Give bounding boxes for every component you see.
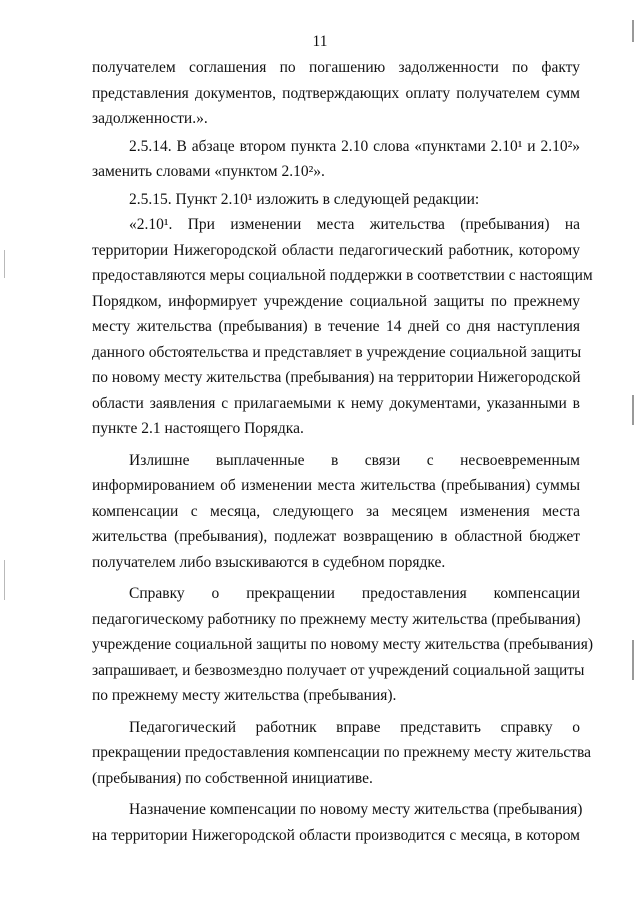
- text-line: заменить словами «пунктом 2.10²».: [92, 163, 325, 180]
- paragraph-2-10-1: [92, 212, 593, 442]
- text-line: педагогическому работнику по прежнему месту жительства (пребывания): [92, 610, 581, 628]
- text-line: компенсации с месяца, следующего за месяцем изменения места: [92, 502, 580, 520]
- text-line: месту жительства (пребывания) в течение 14 дней со дня наступления: [92, 318, 580, 335]
- text-line: области заявления с прилагаемыми к нему документами, указанными в: [92, 394, 580, 412]
- text-line: 2.5.15. Пункт 2.10¹ изложить в следующей редакции:: [129, 190, 480, 208]
- paragraph-continuation: [92, 55, 580, 132]
- paragraph-overpaid-sums: [92, 448, 580, 576]
- text-line: Порядком, информирует учреждение социальной защиты по прежнему: [92, 292, 580, 310]
- scan-edge-mark: [632, 20, 634, 42]
- paragraph-certificate-request: [92, 581, 594, 709]
- text-line: Справку о прекращении предоставления компенсации: [129, 585, 580, 602]
- scan-edge-mark: [4, 560, 5, 600]
- text-line: 2.5.14. В абзаце втором пункта 2.10 слова «пунктами 2.10¹ и 2.10²»: [129, 137, 580, 155]
- text-line: представления документов, подтверждающих оплату получателем сумм: [92, 84, 580, 102]
- text-line: по новому месту жительства (пребывания) на территории Нижегородской: [92, 369, 581, 386]
- text-line: (пребывания) по собственной инициативе.: [92, 769, 373, 787]
- document-body: [92, 55, 594, 848]
- text-line: Назначение компенсации по новому месту жительства (пребывания): [129, 801, 583, 818]
- text-line: Педагогический работник вправе представить справку о: [129, 718, 580, 736]
- page-number: 11: [312, 33, 328, 50]
- text-line: по прежнему месту жительства (пребывания).: [92, 687, 397, 704]
- paragraph-2-5-15: [92, 187, 580, 213]
- text-line: информированием об изменении места жительства (пребывания) суммы: [92, 477, 580, 494]
- text-line: территории Нижегородской области педагогический работник, которому: [92, 241, 580, 259]
- paragraph-new-residence: [92, 797, 583, 848]
- text-line: прекращении предоставления компенсации по прежнему месту жительства: [92, 744, 592, 761]
- text-line: предоставляются меры социальной поддержки в соответствии с настоящим: [92, 267, 593, 284]
- paragraph-2-5-14: [92, 134, 580, 185]
- text-line: данного обстоятельства и представляет в учреждение социальной защиты: [92, 343, 582, 361]
- text-line: «2.10¹. При изменении места жительства (пребывания) на: [129, 216, 580, 233]
- scan-edge-mark: [632, 395, 634, 425]
- text-line: получателем соглашения по погашению задолженности по факту: [92, 59, 580, 76]
- text-line: получателем либо взыскиваются в судебном порядке.: [92, 553, 446, 571]
- text-line: на территории Нижегородской области производится с месяца, в котором: [92, 826, 580, 844]
- text-line: жительства (пребывания), подлежат возвращению в областной бюджет: [92, 528, 580, 545]
- text-line: задолженности.».: [92, 110, 208, 127]
- text-line: запрашивает, и безвозмездно получает от учреждений социальной защиты: [92, 661, 585, 679]
- text-line: Излишне выплаченные в связи с несвоевременным: [129, 451, 580, 469]
- scan-edge-mark: [632, 640, 634, 680]
- scan-edge-mark: [4, 250, 5, 278]
- paragraph-own-initiative: [92, 715, 592, 792]
- text-line: пункте 2.1 настоящего Порядка.: [92, 420, 304, 437]
- text-line: учреждение социальной защиты по новому месту жительства (пребывания): [92, 636, 594, 653]
